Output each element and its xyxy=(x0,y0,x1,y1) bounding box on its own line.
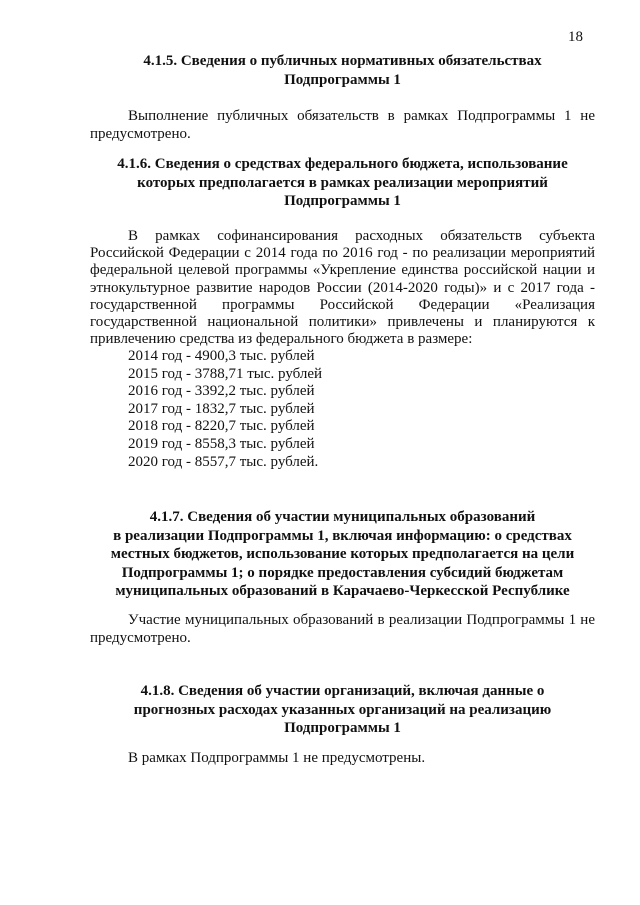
list-item: 2014 год - 4900,3 тыс. рублей xyxy=(128,348,315,364)
heading-line: Подпрограммы 1; о порядке предоставления субсидий бюджетам xyxy=(121,564,564,581)
heading-line: Подпрограммы 1 xyxy=(284,720,401,736)
heading-line: местных бюджетов, использование которых предполагается на цели xyxy=(110,546,575,562)
section-4-1-8-body: В рамках Подпрограммы 1 не предусмотрены. xyxy=(128,750,426,766)
federal-budget-amounts-list xyxy=(128,348,322,471)
heading-line: прогнозных расходах указанных организаций на реализацию xyxy=(133,701,552,718)
heading-line: которых предполагается в рамках реализации мероприятий xyxy=(137,174,548,191)
heading-line: Подпрограммы 1 xyxy=(284,71,401,88)
heading-line: Подпрограммы 1 xyxy=(284,193,401,209)
section-4-1-6-body: В рамках софинансирования расходных обязательств субъекта Российской Федерации с 2014 года по 2016 год - по реализации мероприятий федеральной целевой программы «Укрепление единства российской нации и этнокультурное развитие народов России (2014-2020 годы)» и с 2017 года - государственной программы Российской Федерации «Реализация государственной национальной политики» привлечены и планируются к привлечению средства из федерального бюджета в размере: xyxy=(90,228,595,348)
heading-line: 4.1.6. Сведения о средствах федерального бюджета, использование xyxy=(117,156,568,172)
heading-line: в реализации Подпрограммы 1, включая информацию: о средствах xyxy=(113,527,572,544)
page-number: 18 xyxy=(568,29,583,45)
section-4-1-8-heading xyxy=(90,682,595,738)
heading-line: 4.1.5. Сведения о публичных нормативных обязательствах xyxy=(143,53,542,69)
section-4-1-5-body: Выполнение публичных обязательств в рамках Подпрограммы 1 не предусмотрено. xyxy=(90,108,595,142)
list-item: 2016 год - 3392,2 тыс. рублей xyxy=(128,383,315,400)
heading-line: 4.1.7. Сведения об участии муниципальных образований xyxy=(149,509,536,525)
list-item: 2019 год - 8558,3 тыс. рублей xyxy=(128,435,315,452)
section-4-1-6-heading xyxy=(90,155,595,211)
list-item: 2015 год - 3788,71 тыс. рублей xyxy=(128,365,323,382)
section-4-1-7-heading xyxy=(90,508,595,601)
list-item: 2018 год - 8220,7 тыс. рублей xyxy=(128,418,315,435)
section-4-1-5-heading xyxy=(90,52,595,89)
list-item: 2017 год - 1832,7 тыс. рублей xyxy=(128,400,315,417)
heading-line: 4.1.8. Сведения об участии организаций, включая данные о xyxy=(140,683,545,699)
section-4-1-7-body: Участие муниципальных образований в реализации Подпрограммы 1 не предусмотрено. xyxy=(90,612,595,646)
heading-line: муниципальных образований в Карачаево-Черкесской Республике xyxy=(115,583,570,599)
list-item: 2020 год - 8557,7 тыс. рублей. xyxy=(128,453,319,470)
